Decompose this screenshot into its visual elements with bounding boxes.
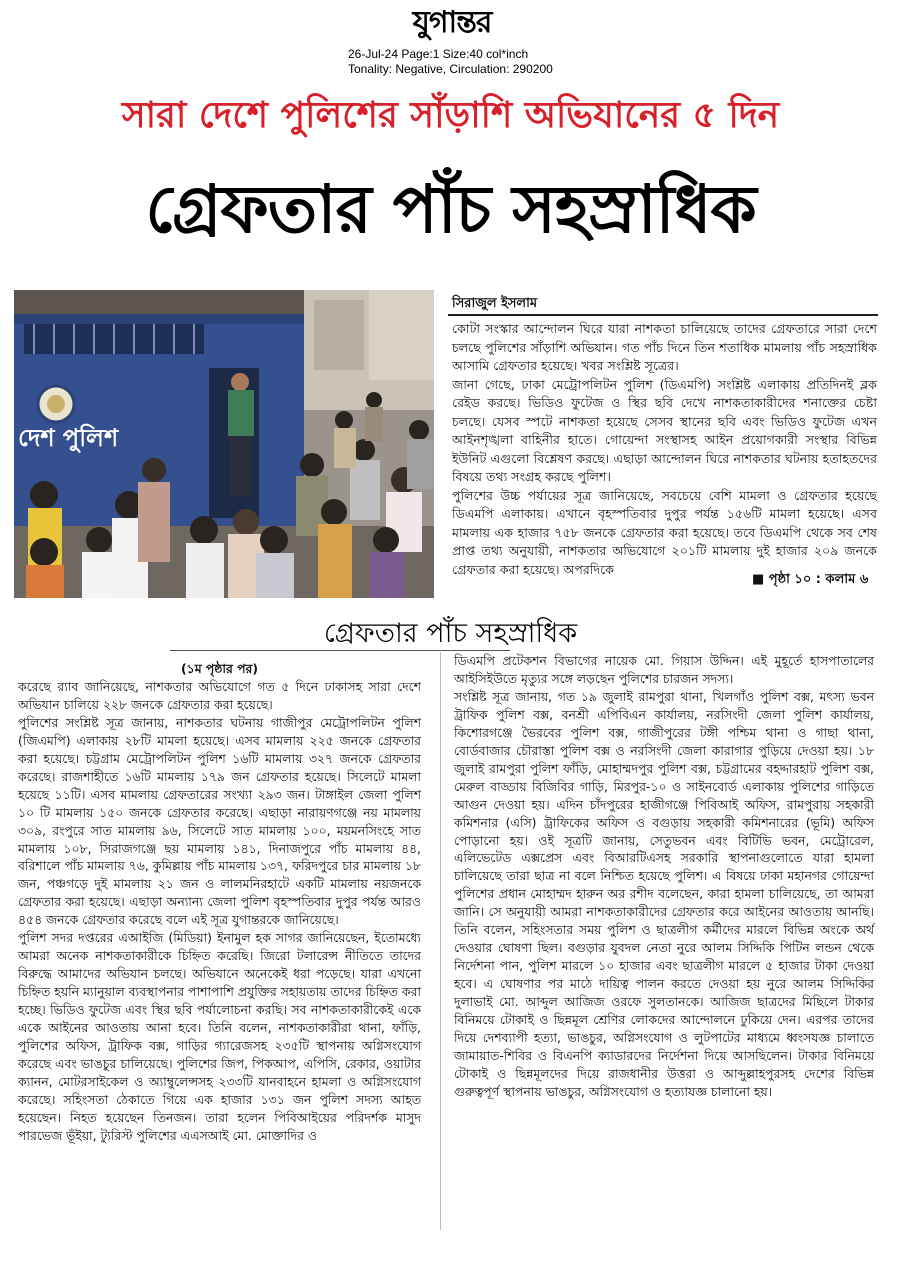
- jump-line: ■ পৃষ্ঠা ১০ : কলাম ৬: [752, 572, 869, 587]
- news-photo: [14, 290, 434, 598]
- body-paragraph: সংশ্লিষ্ট সূত্র জানায়, গত ১৯ জুলাই রামপুরা থানা, খিলগাঁও পুলিশ বক্স, মৎস্য ভবন ট্রাফিক পুলিশ বক্স, বনশ্রী এপিবিএন কার্যালয়, নরসিংদী জেলা পুলিশ কার্যালয়, কিশোরগঞ্জে ভৈরবের পুলিশ বক্স, গাজীপুরের টঙ্গী পশ্চিম থানা ও গাছা থানা, বোর্ডবাজার চৌরাস্তা পুলিশ বক্স ও নরসিংদী জেলা কারাগার পুড়িয়ে দেওয়া হয়। ১৮ জুলাই রামপুরা পুলিশ ফাঁড়ি, মোহাম্মদপুর পুলিশ বক্স, চট্টগ্রামের বহদ্দারহাট পুলিশ বক্স, মেরুল বাড্ডায় বিজিবির গাড়ি, মিরপুর-১০ ও সাইনবোর্ড এলাকায় পুলিশের গাড়িতে আগুন দেওয়া হয়। এদিন চাঁদপুরের হাজীগঞ্জে পিবিআই অফিস, রামপুরায় সহকারী কমিশনার (এসি) ট্রাফিকের অফিস ও বগুড়ায় সহকারী কমিশনারের (ভূমি) অফিস পোড়ানো হয়। ওই সূত্রটি জানায়, সেতুভবন এবং বিটিভি ভবন, মেট্রোরেল, এলিভেটেড এক্সপ্রেস এবং বিআরটিএসহ সরকারি স্থাপনাগুলোতে যারা হামলা চালিয়েছে তারা ছাত্র না বলে নিশ্চিত হয়েছে পুলিশ। এ বিষয়ে ঢাকা মহানগর গোয়েন্দা পুলিশের প্রধান মোহাম্মদ হারুন অর রশীদ বলেছেন, কারা হামলা চালিয়েছে, তা আমরা জানি। সে অনুযায়ী আমরা নাশকতাকারীদের গ্রেফতার করে আইনের আওতায় আনছি। তিনি বলেন, সহিংসতার সময় পুলিশ ও ছাত্রলীগ কর্মীদের মারলে বিভিন্ন অংকে অর্থ দেওয়ার ঘোষণা ছিল। বগুড়ার যুবদল নেতা নুরে আলম সিদ্দিকি পিটিন লন্ডন থেকে নির্দেশনা পান, পুলিশ মারলে ১০ হাজার এবং ছাত্রলীগ মারলে ৫ হাজার টাকা দেওয়া হবে। এ ঘোষণার পর মাঠে দায়িত্ব পালন করতে দেওয়া হয় নুরে আলম সিদ্দিকির দুলাভাই মো. আব্দুল আজিজ ওরফে সুলতানকে। আজিজ ছাত্রদের মিছিলে টাকার বিনিময়ে টোকাই ও ছিন্নমূল শ্রেণির লোকদের আন্দোলনে ঢুকিয়ে দেন। এরপর তাদের দিয়ে দেশব্যাপী হত্যা, ভাঙচুর, অগ্নিসংযোগ ও লুটপাটের মাধ্যমে ধ্বংসযজ্ঞ চালাতে জামায়াত-শিবির ও বিএনপি ক্যাডারদের নির্দেশনা দিয়ে আসছিলেন। টাকার বিনিময়ে টোকাই ও ছিন্নমূলদের দিয়ে রাজধানীর উত্তরা ও আব্দুল্লাহপুরসহ দেশের বিভিন্ন গুরুত্বপূর্ণ স্থাপনায় ভাঙচুর, অগ্নিসংযোগ ও হত্যাযজ্ঞ চালানো হয়।: [454, 688, 874, 1099]
- continuation-column-right: [454, 652, 874, 1101]
- clipping-meta-line1: 26-Jul-24 Page:1 Size:40 col*inch: [348, 47, 529, 61]
- continuation-title: গ্রেফতার পাঁচ সহস্রাধিক: [323, 618, 578, 649]
- clipping-meta: [348, 47, 553, 77]
- headline-kicker: সারা দেশে পুলিশের সাঁড়াশি অভিযানের ৫ দিন: [121, 95, 780, 136]
- clipping-meta-line2: Tonality: Negative, Circulation: 290200: [348, 62, 553, 76]
- main-headline: গ্রেফতার পাঁচ সহস্রাধিক: [145, 171, 756, 248]
- column-divider: [440, 652, 441, 1230]
- body-paragraph: পুলিশ সদর দপ্তরের এআইজি (মিডিয়া) ইনামুল হক সাগর জানিয়েছেন, ইতোমধ্যে আমরা অনেক নাশকতাকারীকে চিহ্নিত করেছি। জিরো টলারেন্স নীতিতে তাদের বিরুদ্ধে আমাদের অভিযান চলছে। অভিযানে অনেকেই ধরা পড়েছে। যারা এখনো চিহ্নিত হয়নি ম্যানুয়াল ব্যবস্থাপনার পাশাপাশি প্রযুক্তির সহায়তায় তাদের চিহ্নিত করা হচ্ছে। ভিডিও ফুটেজ এবং স্থির ছবি পর্যালোচনা করছি। সব নাশকতাকারীকেই একে একে আইনের আওতায় আনা হবে। তিনি বলেন, নাশকতাকারীরা থানা, ফাঁড়ি, পুলিশের অফিস, ট্রাফিক বক্স, গাড়ির গ্যারেজসহ ২৩৫টি স্থাপনায় অগ্নিসংযোগ করেছে এবং ভাঙচুর চালিয়েছে। পুলিশের জিপ, পিকআপ, এপিসি, রেকার, ওয়াটার ক্যানন, মোটরসাইকেল ও অ্যাম্বুলেন্সসহ ২৩৩টি যানবাহনে হামলা ও অগ্নিসংযোগ করেছে। সহিংসতা ঠেকাতে গিয়ে এক হাজার ১৩১ জন পুলিশ সদস্য আহত হয়েছেন। নিহত হয়েছেন তিনজন। তারা হলেন পিবিআইয়ের পরিদর্শক মাসুদ পারভেজ ভূঁইয়া, ট্যুরিস্ট পুলিশের এএসআই মো. মোক্তাদির ও: [18, 930, 421, 1143]
- body-paragraph: করেছে র‌্যাব জানিয়েছে, নাশকতার অভিযোগে গত ৫ দিনে ঢাকাসহ সারা দেশে অভিযান চালিয়ে ২২৮ জনকে গ্রেফতার করা হয়েছে।: [18, 678, 421, 712]
- newspaper-logo: যুগান্তর: [412, 4, 492, 40]
- byline-divider: [448, 314, 878, 316]
- continuation-label: (১ম পৃষ্ঠার পর): [181, 661, 258, 676]
- masthead: [0, 0, 901, 80]
- van-lettering: দেশ পুলিশ: [18, 424, 119, 452]
- lead-paragraph: কোটা সংস্কার আন্দোলন ঘিরে যারা নাশকতা চালিয়েছে তাদের গ্রেফতারে সারা দেশে চলছে পুলিশের সাঁড়াশি অভিযান। গত পাঁচ দিনে তিন শতাধিক মামলায় পাঁচ সহস্রাধিক আসামি গ্রেফতার হয়েছে। খবর সংশ্লিষ্ট সূত্রের।: [452, 321, 877, 373]
- lead-paragraph: পুলিশের উচ্চ পর্যায়ের সূত্র জানিয়েছে, সবচেয়ে বেশি মামলা ও গ্রেফতার হয়েছে ডিএমপি এলাকায়। এখানে বৃহস্পতিবার দুপুর পর্যন্ত ১৫৬টি মামলা হয়েছে। এসব মামলায় এক হাজার ৭৫৮ জনকে গ্রেফতার করা হয়েছে। তবে ডিএমপি থেকে সব শেষ প্রাপ্ত তথ্য অনুযায়ী, নাশকতার অভিযোগে ২০১টি মামলায় দুই হাজার ২০৯ জনকে গ্রেফতার করা হয়েছে। অপরদিকে: [452, 487, 877, 577]
- continuation-column-left: [18, 660, 421, 1145]
- body-paragraph: ডিএমপি প্রটেকশন বিভাগের নায়েক মো. গিয়াস উদ্দিন। এই মুহূর্তে হাসপাতালের আইসিইউতে মৃত্যুর সঙ্গে লড়ছেন পুলিশের চারজন সদস্য।: [454, 653, 874, 686]
- lead-story: [452, 320, 877, 579]
- byline: সিরাজুল ইসলাম: [452, 296, 538, 311]
- continuation-title-rule: [170, 650, 510, 651]
- lead-paragraph: জানা গেছে, ঢাকা মেট্রোপলিটন পুলিশ (ডিএমপি) সংশ্লিষ্ট এলাকায় প্রতিদিনই ব্লক রেইড করছে। ভিডিও ফুটেজ ও স্থির ছবি দেখে নাশকতাকারীদের শনাক্তের চেষ্টা চলছে। যেসব স্পটে নাশকতা হয়েছে সেসব স্থানের ছবি এবং ভিডিও ফুটেজ এখন আইনশৃঙ্খলা বাহিনীর হাতে। গোয়েন্দা সংস্থাসহ আইন প্রয়োগকারী সংস্থার বিভিন্ন ইউনিট এগুলো বিশ্লেষণ করছে। এছাড়া আন্দোলন ঘিরে নাশকতার ঘটনায় হতাহতদের বিষয়ে তথ্য সংগ্রহ করছে পুলিশ।: [452, 376, 877, 484]
- body-paragraph: পুলিশের সংশ্লিষ্ট সূত্র জানায়, নাশকতার ঘটনায় গাজীপুর মেট্রোপলিটন পুলিশ (জিএমপি) এলাকায় ২৮টি মামলা হয়েছে। এসব মামলায় ২২৫ জনকে গ্রেফতার করা হয়েছে। চট্টগ্রাম মেট্রোপলিটন পুলিশ ১৬টি মামলায় ৩২৭ জনকে গ্রেফতার করেছে। রাজশাহীতে ১৬টি মামলায় ১৭৯ জন গ্রেফতার হয়েছে। সিলেটে মামলা হয়েছে ১১টি। এসব মামলায় গ্রেফতারের সংখ্যা ২৯৩ জন। টাঙ্গাইল জেলা পুলিশ ১০ টি মামলায় ১৫০ জনকে গ্রেফতার করেছে। এছাড়া নারায়ণগঞ্জে নয় মামলায় ৩০৯, রংপুরে সাত মামলায় ৯৬, সিলেটে সাত মামলায় ১০০, ময়মনসিংহে সাত মামলায় ১০৮, সিরাজগঞ্জে ছয় মামলায় ১৪১, দিনাজপুরে পাঁচ মামলায় ৪৪, বরিশালে পাঁচ মামলায় ৭৬, কুমিল্লায় পাঁচ মামলায় ১৩৭, ফরিদপুরে চার মামলায় ১৮ জন, পঞ্চগড়ে দুই মামলায় ২১ জন ও লালমনিরহাটে একটি মামলায় নয়জনকে গ্রেফতার করা হয়েছে। এছাড়া অন্যান্য জেলা পুলিশ বৃহস্পতিবার দুপুর পর্যন্ত আরও ৪৫৪ জনকে গ্রেফতার করেছে বলে এই সূত্র যুগান্তরকে জানিয়েছে।: [18, 714, 421, 928]
